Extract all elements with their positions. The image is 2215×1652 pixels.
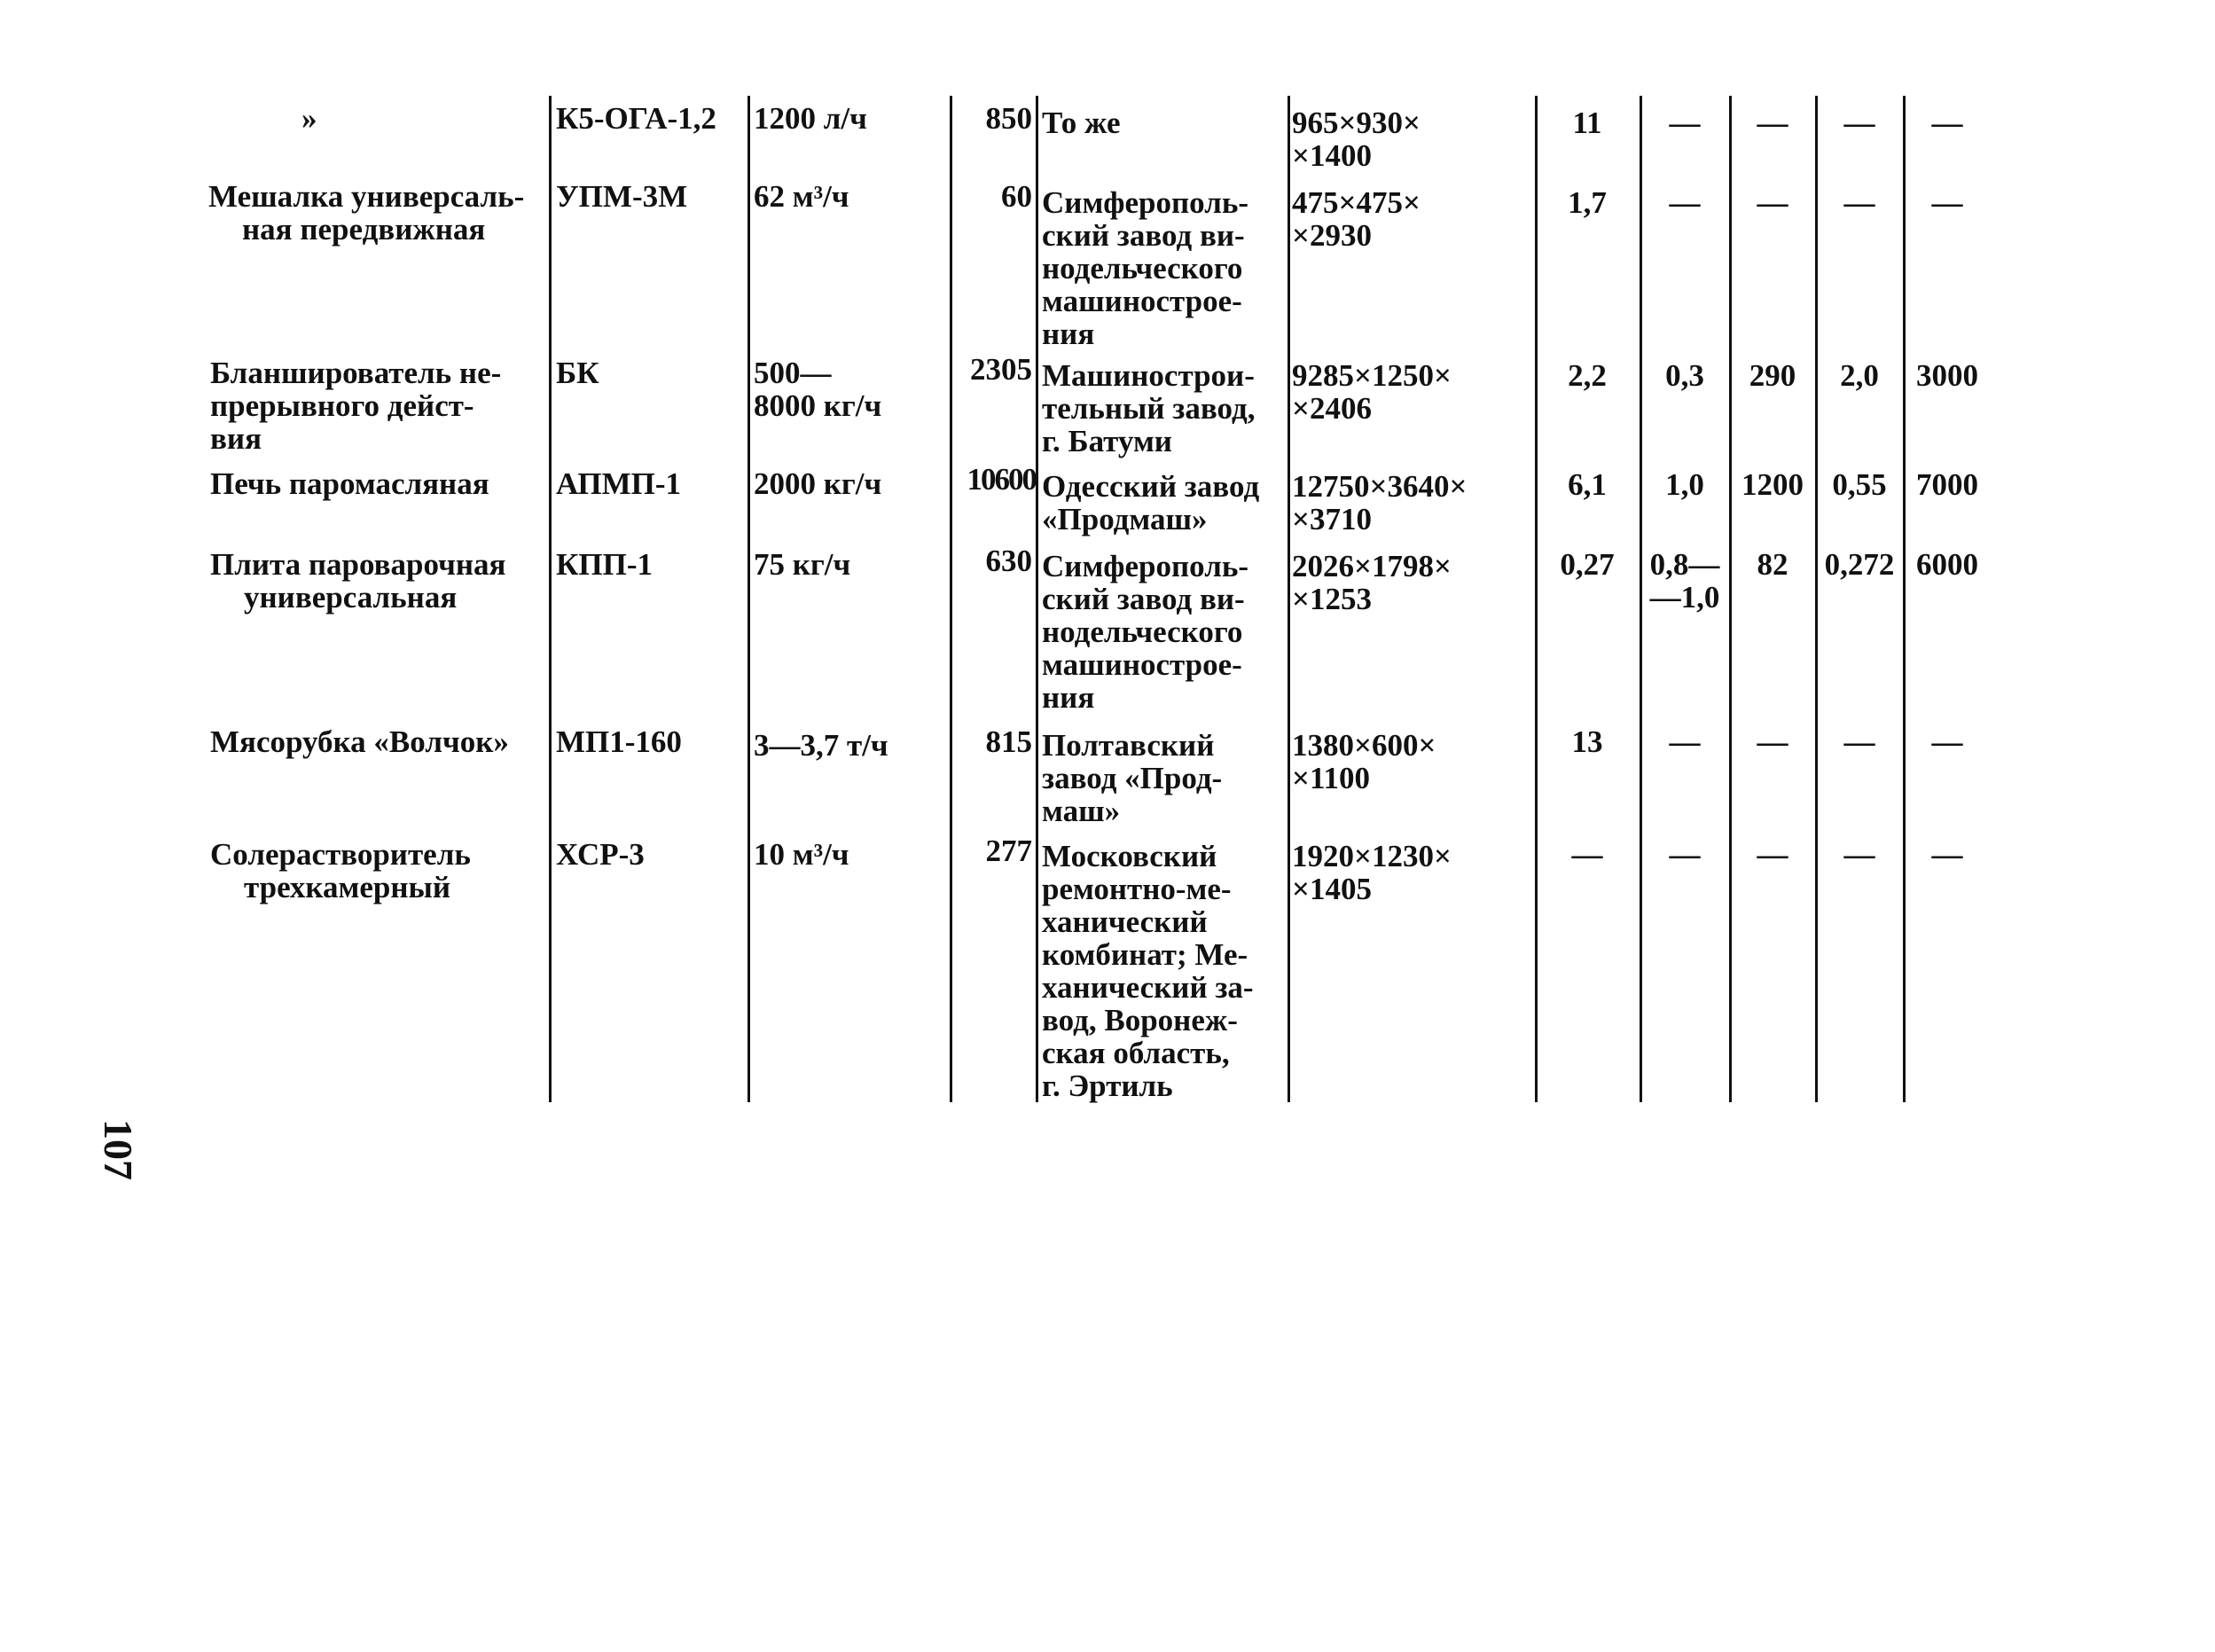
value-col10: 2,0 — [1840, 358, 1879, 393]
equipment-name — [210, 548, 505, 614]
equipment-brand: УПМ-3М — [556, 179, 688, 214]
equipment-brand: БК — [556, 356, 599, 390]
mass: 815 — [985, 724, 1032, 759]
column-rule — [1535, 96, 1538, 1102]
manufacturer — [1042, 106, 1120, 139]
manufacturer — [1042, 470, 1259, 536]
equipment-name — [210, 467, 489, 500]
power: 1,7 — [1568, 185, 1607, 220]
column-rule — [747, 96, 750, 1102]
capacity-line: 62 м³/ч — [754, 179, 849, 214]
capacity-line: 75 кг/ч — [754, 547, 851, 582]
manufacturer — [1042, 729, 1222, 827]
dims-line: ×1400 — [1292, 138, 1372, 173]
maker-line: То же — [1042, 106, 1121, 140]
dimensions — [1292, 840, 1452, 905]
maker-line: г. Эртиль — [1042, 1069, 1173, 1103]
value-col11: — — [1931, 724, 1963, 759]
equipment-brand: К5-ОГА-1,2 — [556, 101, 716, 136]
maker-line: ханический — [1042, 904, 1208, 939]
maker-line: вод, Воронеж- — [1042, 1003, 1238, 1037]
value-col10: — — [1843, 106, 1875, 140]
column-rule — [1288, 96, 1290, 1102]
capacity-line: 1200 л/ч — [754, 101, 867, 136]
maker-line: Одесский завод — [1042, 469, 1260, 504]
dims-line: 1920×1230× — [1292, 839, 1452, 873]
manufacturer — [1042, 359, 1255, 458]
dims-line: ×1405 — [1292, 872, 1372, 906]
mass: 630 — [985, 544, 1032, 578]
name-line: трехкамерный — [244, 870, 451, 904]
column-rule — [1903, 96, 1906, 1102]
maker-line: Полтавский — [1042, 728, 1215, 763]
maker-line: маш» — [1042, 794, 1121, 828]
value-col9: 82 — [1757, 547, 1788, 582]
dimensions — [1292, 550, 1452, 615]
value-col9: 1200 — [1741, 467, 1804, 502]
dims-line: ×1100 — [1292, 761, 1371, 795]
capacity — [754, 102, 867, 135]
name-line: Бланширователь не- — [210, 356, 502, 390]
mass: 60 — [1001, 179, 1032, 214]
power: 11 — [1572, 106, 1602, 140]
capacity — [754, 838, 849, 871]
column-rule — [1729, 96, 1732, 1102]
equipment-name — [301, 102, 317, 135]
value-col8: — — [1669, 185, 1701, 220]
equipment-name — [210, 356, 544, 455]
capacity — [754, 548, 850, 581]
maker-line: ский завод ви- — [1042, 582, 1245, 616]
maker-line: завод «Прод- — [1042, 761, 1223, 795]
value-col11: — — [1931, 106, 1963, 140]
manufacturer — [1042, 550, 1248, 714]
maker-line: ремонтно-ме- — [1042, 872, 1232, 906]
mass: 2305 — [970, 352, 1032, 387]
value-col10: 0,272 — [1824, 547, 1895, 582]
dims-line: 12750×3640× — [1292, 469, 1468, 504]
mass: 850 — [985, 101, 1032, 136]
capacity-line: 8000 кг/ч — [754, 388, 882, 423]
page-number: 107 — [96, 1119, 141, 1180]
value-col10: — — [1843, 724, 1875, 759]
dims-line: 965×930× — [1292, 106, 1421, 140]
capacity — [754, 356, 881, 422]
value-col10: 0,55 — [1832, 467, 1887, 502]
name-line: » — [301, 101, 317, 136]
power: 0,27 — [1560, 547, 1615, 582]
dims-line: ×1253 — [1292, 582, 1372, 616]
name-line: Мешалка универсаль- — [208, 179, 525, 214]
mass: 10600 — [967, 462, 1036, 497]
dims-line: 2026×1798× — [1292, 549, 1452, 583]
maker-line: Симферополь- — [1042, 549, 1249, 583]
dims-line: 1380×600× — [1292, 728, 1436, 763]
name-line: ная передвижная — [242, 212, 486, 247]
name-line: прерывного дейст- — [210, 388, 474, 423]
capacity — [754, 180, 849, 213]
column-rule — [950, 96, 952, 1102]
maker-line: Машинострои- — [1042, 358, 1255, 393]
dims-line: ×3710 — [1292, 502, 1372, 536]
name-line: Печь паромасляная — [210, 466, 489, 501]
dimensions — [1292, 186, 1421, 252]
dimensions — [1292, 359, 1452, 425]
power: 13 — [1571, 724, 1603, 759]
value-col11: 3000 — [1916, 358, 1978, 393]
dims-line: ×2930 — [1292, 218, 1372, 253]
maker-line: комбинат; Ме- — [1042, 937, 1248, 972]
equipment-brand: КПП-1 — [556, 547, 653, 582]
equipment-name — [210, 838, 471, 904]
column-rule — [1815, 96, 1818, 1102]
value-col9: — — [1757, 837, 1788, 872]
value-col10: — — [1843, 185, 1875, 220]
value-col11: — — [1931, 185, 1963, 220]
value-col8: — — [1669, 724, 1701, 759]
dims-line: 475×475× — [1292, 185, 1421, 220]
value-col9: — — [1757, 106, 1788, 140]
equipment-name — [210, 725, 509, 758]
capacity-line: 10 м³/ч — [754, 837, 849, 872]
dims-line: 9285×1250× — [1292, 358, 1452, 393]
value-col8: 0,8— —1,0 — [1649, 547, 1720, 615]
value-col11: — — [1931, 837, 1963, 872]
value-col9: — — [1757, 185, 1788, 220]
value-col8: 1,0 — [1665, 467, 1704, 502]
manufacturer — [1042, 840, 1254, 1102]
name-line: вия — [210, 421, 262, 456]
power: 2,2 — [1568, 358, 1607, 393]
capacity-line: 2000 кг/ч — [754, 466, 882, 501]
maker-line: ния — [1042, 317, 1095, 351]
manufacturer — [1042, 186, 1248, 350]
value-col9: 290 — [1749, 358, 1796, 393]
maker-line: машинострое- — [1042, 284, 1242, 318]
maker-line: нодельческого — [1042, 615, 1243, 649]
value-col8: 0,3 — [1665, 358, 1704, 393]
mass: 277 — [985, 834, 1032, 868]
maker-line: «Продмаш» — [1042, 502, 1208, 536]
value-col10: — — [1843, 837, 1875, 872]
value-col8: — — [1669, 837, 1701, 872]
capacity — [754, 729, 888, 762]
value-col11: 6000 — [1916, 547, 1978, 582]
capacity-line: 500— — [754, 356, 832, 390]
dimensions — [1292, 729, 1436, 795]
maker-line: г. Батуми — [1042, 424, 1172, 458]
equipment-brand: МП1-160 — [556, 724, 682, 759]
dims-line: ×2406 — [1292, 391, 1372, 426]
equipment-brand: ХСР-3 — [556, 837, 645, 872]
maker-line: нодельческого — [1042, 251, 1243, 286]
maker-line: ский завод ви- — [1042, 218, 1245, 253]
value-col9: — — [1757, 724, 1788, 759]
maker-line: Московский — [1042, 839, 1217, 873]
maker-line: ния — [1042, 680, 1095, 715]
maker-line: ская область, — [1042, 1036, 1230, 1070]
value-col11: 7000 — [1916, 467, 1978, 502]
name-line: Мясорубка «Волчок» — [210, 724, 509, 759]
capacity — [754, 467, 881, 500]
equipment-name — [208, 180, 545, 246]
value-col8: — — [1669, 106, 1701, 140]
dimensions — [1292, 106, 1421, 172]
maker-line: ханический за- — [1042, 970, 1254, 1005]
name-line: универсальная — [244, 580, 458, 615]
name-line: Солерастворитель — [210, 837, 471, 872]
maker-line: Симферополь- — [1042, 185, 1249, 220]
power: — — [1571, 837, 1603, 872]
capacity-line: 3—3,7 т/ч — [754, 728, 888, 763]
dimensions — [1292, 470, 1467, 536]
column-rule — [1036, 96, 1038, 1102]
column-rule — [549, 96, 552, 1102]
equipment-brand: АПМП-1 — [556, 466, 682, 501]
maker-line: тельный завод, — [1042, 391, 1256, 426]
maker-line: машинострое- — [1042, 647, 1242, 682]
power: 6,1 — [1568, 467, 1607, 502]
name-line: Плита пароварочная — [210, 547, 506, 582]
